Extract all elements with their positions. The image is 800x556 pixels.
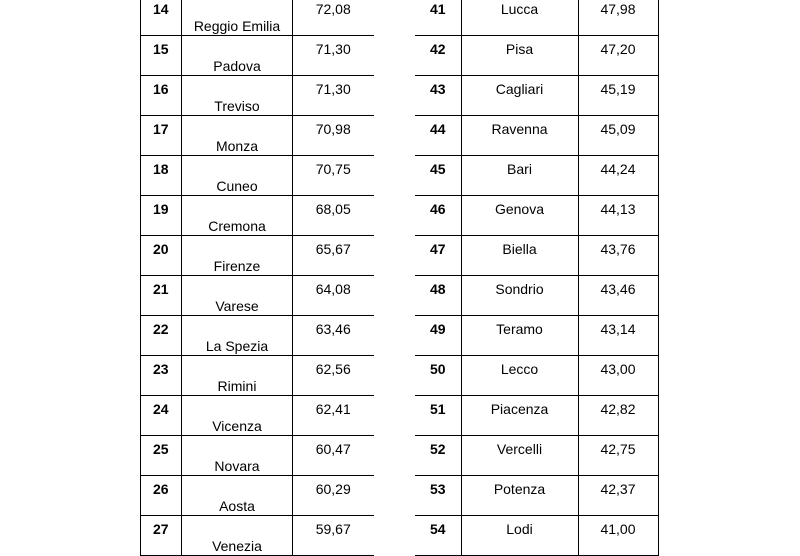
rank-cell: 50 xyxy=(415,356,461,396)
city-cell: Ravenna xyxy=(461,116,578,156)
city-cell: Cagliari xyxy=(461,76,578,116)
value-cell: 45,09 xyxy=(578,116,658,156)
value-cell: 47,20 xyxy=(578,36,658,76)
city-cell: Venezia xyxy=(182,516,293,556)
table-row xyxy=(415,236,658,276)
city-cell: Lucca xyxy=(461,0,578,36)
city-cell: Aosta xyxy=(182,476,293,516)
table-row xyxy=(141,476,374,516)
table-row xyxy=(141,516,374,556)
value-cell: 71,30 xyxy=(293,36,374,76)
rank-cell: 20 xyxy=(141,236,182,276)
value-cell: 43,46 xyxy=(578,276,658,316)
rank-cell: 23 xyxy=(141,356,182,396)
ranking-table-right xyxy=(415,0,659,556)
rank-cell: 54 xyxy=(415,516,461,556)
city-cell: Cuneo xyxy=(182,156,293,196)
value-cell: 44,24 xyxy=(578,156,658,196)
value-cell: 41,00 xyxy=(578,516,658,556)
table-row xyxy=(141,196,374,236)
rank-cell: 15 xyxy=(141,36,182,76)
city-cell: Bari xyxy=(461,156,578,196)
value-cell: 47,98 xyxy=(578,0,658,36)
rank-cell: 18 xyxy=(141,156,182,196)
rank-cell: 48 xyxy=(415,276,461,316)
value-cell: 45,19 xyxy=(578,76,658,116)
rank-cell: 42 xyxy=(415,36,461,76)
table-row xyxy=(415,36,658,76)
value-cell: 42,37 xyxy=(578,476,658,516)
rank-cell: 47 xyxy=(415,236,461,276)
city-cell: Piacenza xyxy=(461,396,578,436)
table-row xyxy=(415,476,658,516)
table-row xyxy=(415,196,658,236)
city-cell: Teramo xyxy=(461,316,578,356)
table-row xyxy=(415,436,658,476)
city-cell: Padova xyxy=(182,36,293,76)
rank-cell: 49 xyxy=(415,316,461,356)
rank-cell: 43 xyxy=(415,76,461,116)
table-row xyxy=(141,236,374,276)
value-cell: 65,67 xyxy=(293,236,374,276)
table-row xyxy=(415,76,658,116)
table-row xyxy=(415,156,658,196)
table-row xyxy=(141,356,374,396)
rank-cell: 45 xyxy=(415,156,461,196)
value-cell: 60,47 xyxy=(293,436,374,476)
rank-cell: 52 xyxy=(415,436,461,476)
table-row xyxy=(141,76,374,116)
value-cell: 62,56 xyxy=(293,356,374,396)
city-cell: Vercelli xyxy=(461,436,578,476)
ranking-table-left-body xyxy=(141,0,374,556)
value-cell: 43,76 xyxy=(578,236,658,276)
rank-cell: 26 xyxy=(141,476,182,516)
value-cell: 43,00 xyxy=(578,356,658,396)
city-cell: Firenze xyxy=(182,236,293,276)
rank-cell: 22 xyxy=(141,316,182,356)
rank-cell: 53 xyxy=(415,476,461,516)
value-cell: 64,08 xyxy=(293,276,374,316)
table-row xyxy=(415,356,658,396)
city-cell: Treviso xyxy=(182,76,293,116)
rank-cell: 51 xyxy=(415,396,461,436)
value-cell: 63,46 xyxy=(293,316,374,356)
rank-cell: 17 xyxy=(141,116,182,156)
ranking-table-left xyxy=(140,0,374,556)
city-cell: Novara xyxy=(182,436,293,476)
table-row xyxy=(141,156,374,196)
table-row xyxy=(415,316,658,356)
rank-cell: 27 xyxy=(141,516,182,556)
rank-cell: 25 xyxy=(141,436,182,476)
value-cell: 62,41 xyxy=(293,396,374,436)
table-row xyxy=(415,0,658,36)
value-cell: 42,82 xyxy=(578,396,658,436)
value-cell: 71,30 xyxy=(293,76,374,116)
city-cell: Genova xyxy=(461,196,578,236)
table-row xyxy=(415,396,658,436)
city-cell: Reggio Emilia xyxy=(182,0,293,36)
table-row xyxy=(141,436,374,476)
value-cell: 60,29 xyxy=(293,476,374,516)
table-row xyxy=(141,316,374,356)
city-cell: Monza xyxy=(182,116,293,156)
rank-cell: 46 xyxy=(415,196,461,236)
city-cell: Biella xyxy=(461,236,578,276)
rank-cell: 19 xyxy=(141,196,182,236)
value-cell: 70,75 xyxy=(293,156,374,196)
city-cell: La Spezia xyxy=(182,316,293,356)
city-cell: Cremona xyxy=(182,196,293,236)
table-row xyxy=(141,396,374,436)
table-row xyxy=(141,36,374,76)
table-row xyxy=(141,116,374,156)
city-cell: Lodi xyxy=(461,516,578,556)
rank-cell: 16 xyxy=(141,76,182,116)
city-cell: Rimini xyxy=(182,356,293,396)
rank-cell: 21 xyxy=(141,276,182,316)
table-row xyxy=(415,116,658,156)
table-row xyxy=(415,276,658,316)
value-cell: 44,13 xyxy=(578,196,658,236)
value-cell: 72,08 xyxy=(293,0,374,36)
value-cell: 59,67 xyxy=(293,516,374,556)
city-cell: Potenza xyxy=(461,476,578,516)
rank-cell: 14 xyxy=(141,0,182,36)
table-row xyxy=(141,0,374,36)
city-cell: Varese xyxy=(182,276,293,316)
value-cell: 43,14 xyxy=(578,316,658,356)
table-row xyxy=(415,516,658,556)
table-row xyxy=(141,276,374,316)
city-cell: Sondrio xyxy=(461,276,578,316)
city-cell: Lecco xyxy=(461,356,578,396)
ranking-table-right-body xyxy=(415,0,658,556)
city-cell: Pisa xyxy=(461,36,578,76)
rank-cell: 41 xyxy=(415,0,461,36)
value-cell: 42,75 xyxy=(578,436,658,476)
rank-cell: 44 xyxy=(415,116,461,156)
value-cell: 70,98 xyxy=(293,116,374,156)
rank-cell: 24 xyxy=(141,396,182,436)
value-cell: 68,05 xyxy=(293,196,374,236)
city-cell: Vicenza xyxy=(182,396,293,436)
